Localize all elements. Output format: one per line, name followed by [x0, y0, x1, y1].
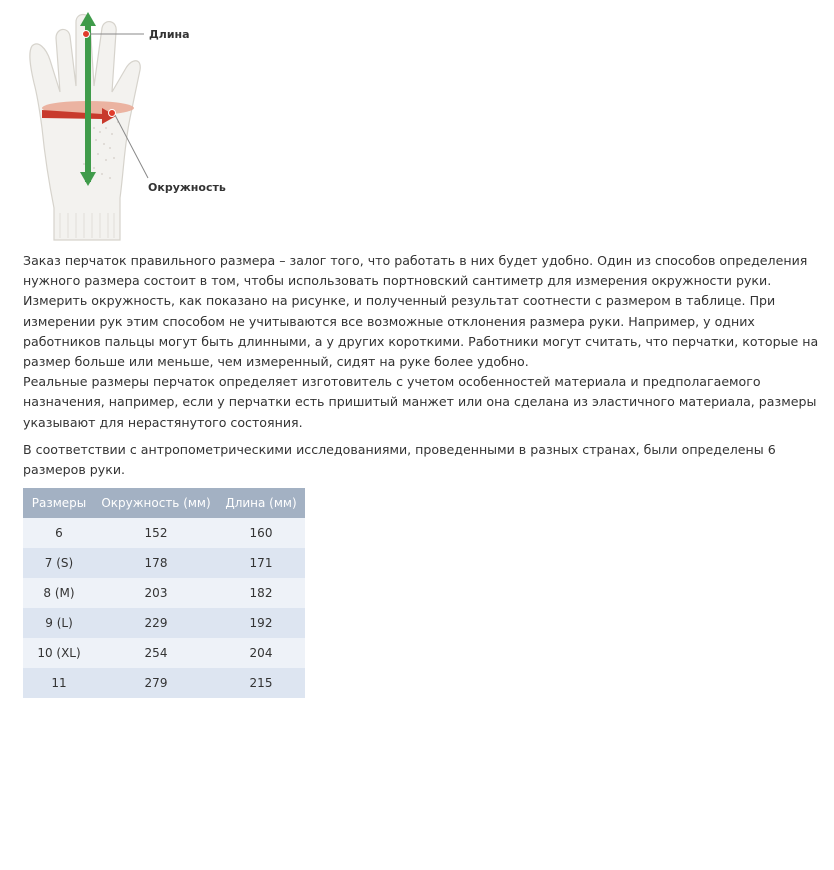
header-sizes: Размеры — [23, 488, 95, 518]
cell-circumference: 203 — [95, 578, 217, 608]
table-row — [23, 578, 305, 608]
anthropometric-paragraph: В соответствии с антропометрическими исследованиями, проведенными в разных странах, были определены 6 размеров руки. — [23, 441, 776, 478]
cell-length: 204 — [217, 638, 305, 668]
cell-size: 6 — [23, 518, 95, 548]
header-length: Длина (мм) — [217, 488, 305, 518]
circumference-label: Окружность — [148, 181, 226, 194]
circumference-marker — [109, 110, 116, 117]
table-row — [23, 668, 305, 698]
cell-circumference: 279 — [95, 668, 217, 698]
cell-length: 171 — [217, 548, 305, 578]
glove-measurement-illustration — [24, 8, 254, 244]
table-row — [23, 518, 305, 548]
intro-paragraph: Заказ перчаток правильного размера – залог того, что работать в них будет удобно. Один из способов определения нужного размера состоит в том, чтобы использовать портновский сантиметр для измерения окружности руки. Измерить окружность, как показано на рисунке, и полученный результат соотнести с размером в таблице. При измерении рук этим способом не учитываются все возможные отклонения размера руки. Например, у одних работников пальцы могут быть длинными, а у других короткими. Работники могут считать, что перчатки, которые на размер больше или меньше, чем измеренный, сидят на руке более удобно. — [23, 253, 819, 370]
glove-diagram — [24, 8, 254, 244]
cell-circumference: 152 — [95, 518, 217, 548]
cell-length: 192 — [217, 608, 305, 638]
table-row — [23, 548, 305, 578]
table-row — [23, 608, 305, 638]
size-table — [23, 488, 305, 698]
header-circumference: Окружность (мм) — [95, 488, 217, 518]
cell-size: 9 (L) — [23, 608, 95, 638]
cell-length: 215 — [217, 668, 305, 698]
cell-length: 182 — [217, 578, 305, 608]
cell-length: 160 — [217, 518, 305, 548]
length-label: Длина — [149, 28, 190, 41]
cell-circumference: 254 — [95, 638, 217, 668]
article-content — [23, 251, 823, 698]
table-row — [23, 638, 305, 668]
length-marker — [83, 31, 90, 38]
cell-size: 8 (M) — [23, 578, 95, 608]
table-header-row — [23, 488, 305, 518]
cell-size: 10 (XL) — [23, 638, 95, 668]
cell-size: 11 — [23, 668, 95, 698]
cell-circumference: 178 — [95, 548, 217, 578]
cell-circumference: 229 — [95, 608, 217, 638]
real-sizes-paragraph: Реальные размеры перчаток определяет изготовитель с учетом особенностей материала и предполагаемого назначения, например, если у перчатки есть пришитый манжет или она сделана из эластичного материала, размеры указывают для нерастянутого состояния. — [23, 374, 817, 430]
cell-size: 7 (S) — [23, 548, 95, 578]
